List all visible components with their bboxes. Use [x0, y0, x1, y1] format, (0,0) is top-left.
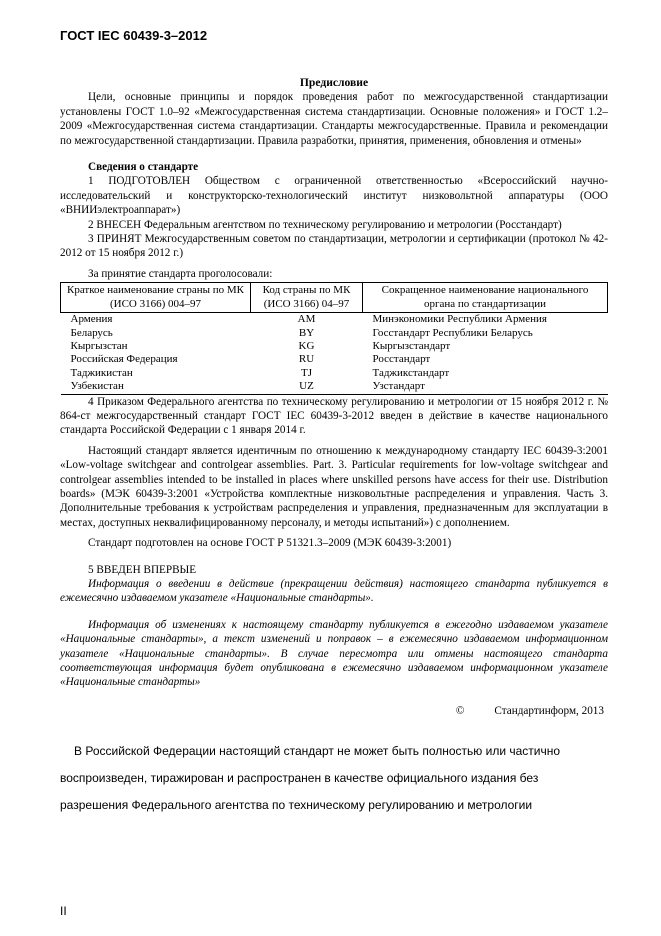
copyright-line: [60, 704, 608, 718]
table-row: [61, 313, 608, 327]
table-cell-body: Узстандарт: [363, 380, 608, 394]
table-cell-country: Беларусь: [70, 326, 113, 339]
table-header-body: Сокращенное наименование национального органа по стандартизации: [363, 283, 608, 313]
table-cell-body: Кыргызстандарт: [372, 339, 451, 352]
table-cell-code: UZ: [251, 380, 363, 394]
table-cell-country: Российская Федерация: [70, 353, 178, 366]
info-effective: Информация о введении в действие (прекращении действия) настоящего стандарта публикуется в ежемесячно издаваемом указателе «Национальные стандарты».: [60, 578, 608, 605]
about-title: Сведения о стандарте: [88, 161, 199, 174]
identity-statement: Настоящий стандарт является идентичным по отношению к международному стандарту IEC 60439-3:2001 «Low-voltage switchgear and controlgear assemblies. Part. 3. Particular requirements for low-voltage switchgear and controlgear assemblies intended to be installed in places where unskilled persons have access for their use. Distribution boards» (МЭК 60439-3:2001 «Устройства комплектные низковольтные распределения и управления. Часть 3. Дополнительные требования к устройствам распределения и управления, предназначенным для эксплуатации в местах, доступных неквалифицированному персоналу, и методы испытаний») с дополнением.: [60, 444, 608, 529]
table-cell-code: AM: [297, 313, 316, 326]
foreword-intro: Цели, основные принципы и порядок проведения работ по межгосударственной стандартизации установлены ГОСТ 1.0–92 «Межгосударственная система стандартизации. Основные положения» и ГОСТ 1.2–2009 «Межгосударственная система стандартизации. Стандарты межгосударственные. Правила и рекомендации по межгосударственной стандартизации. Правила разработки, принятия, применения, обновления и отмены»: [60, 91, 608, 147]
table-cell-code: KG: [298, 339, 315, 352]
table-cell-code: BY: [298, 326, 315, 339]
table-cell-country: Кыргызстан: [70, 339, 128, 352]
about-item-2: 2 ВНЕСЕН Федеральным агентством по техническому регулированию и метрологии (Росстандарт): [88, 218, 562, 231]
document-id: ГОСТ IEC 60439-3–2012: [60, 28, 208, 43]
table-header-row: [61, 283, 608, 313]
table-row: [61, 367, 608, 380]
info-changes: Информация об изменениях к настоящему стандарту публикуется в ежегодно издаваемом указателе «Национальные стандарты», а текст изменений и поправок – в ежемесячно издаваемом информационном указателе «Национальные стандарты». В случае пересмотра или отмены настоящего стандарта соответствующая информация будет опубликована в ежемесячно издаваемом информационном указателе «Национальные стандарты»: [60, 618, 608, 689]
basis-statement: Стандарт подготовлен на основе ГОСТ Р 51321.3–2009 (МЭК 60439-3:2001): [88, 537, 452, 550]
table-row: [61, 353, 608, 366]
table-row: [61, 340, 608, 353]
table-caption: За принятие стандарта проголосовали:: [88, 267, 273, 280]
table-row: [61, 327, 608, 340]
about-item-3: 3 ПРИНЯТ Межгосударственным советом по стандартизации, метрологии и сертификации (протокол № 42-2012 от 15 ноября 2012 г.): [60, 233, 608, 260]
table-cell-country: Армения: [70, 313, 113, 326]
table-cell-body: Таджикстандарт: [372, 366, 450, 379]
about-item-4: 4 Приказом Федерального агентства по техническому регулированию и метрологии от 15 ноября 2012 г. № 864-ст межгосударственный стандарт ГОСТ IEC 60439-3-2012 введен в действие в качестве национального стандарта Российской Федерации с 1 января 2014 г.: [60, 395, 608, 437]
table-cell-code: TJ: [301, 366, 312, 379]
page-number: II: [60, 904, 67, 918]
table-cell-body: Росстандарт: [372, 353, 431, 366]
about-item-5: 5 ВВЕДЕН ВПЕРВЫЕ: [88, 563, 197, 576]
table-cell-code: RU: [298, 353, 315, 366]
table-header-code: Код страны по МК (ИСО 3166) 04–97: [251, 283, 363, 313]
foreword-title: Предисловие: [299, 76, 369, 89]
table-cell-country: Узбекистан: [61, 380, 251, 394]
table-cell-country: Таджикистан: [70, 366, 133, 379]
reproduction-notice: В Российской Федерации настоящий стандарт не может быть полностью или частично воспроизведен, тиражирован и распространен в качестве официального издания без разрешения Федерального агентства по техническому регулированию и метрологии: [60, 744, 561, 812]
table-row: [61, 380, 608, 394]
table-cell-body: Госстандарт Республики Беларусь: [372, 326, 533, 339]
table-cell-body: Минэкономики Республики Армения: [372, 313, 547, 326]
document-body: [60, 76, 608, 718]
copyright-text: Стандартинформ, 2013: [494, 704, 604, 717]
table-header-country: Краткое наименование страны по МК (ИСО 3166) 004–97: [61, 283, 251, 313]
about-item-1: 1 ПОДГОТОВЛЕН Обществом с ограниченной ответственностью «Всероссийский научно-исследовательский и конструкторско-технологический институт низковольтной аппаратуры (ООО «ВНИИэлектроаппарат»): [60, 175, 608, 217]
copyright-symbol: ©: [455, 704, 465, 717]
voting-table: [60, 282, 608, 394]
